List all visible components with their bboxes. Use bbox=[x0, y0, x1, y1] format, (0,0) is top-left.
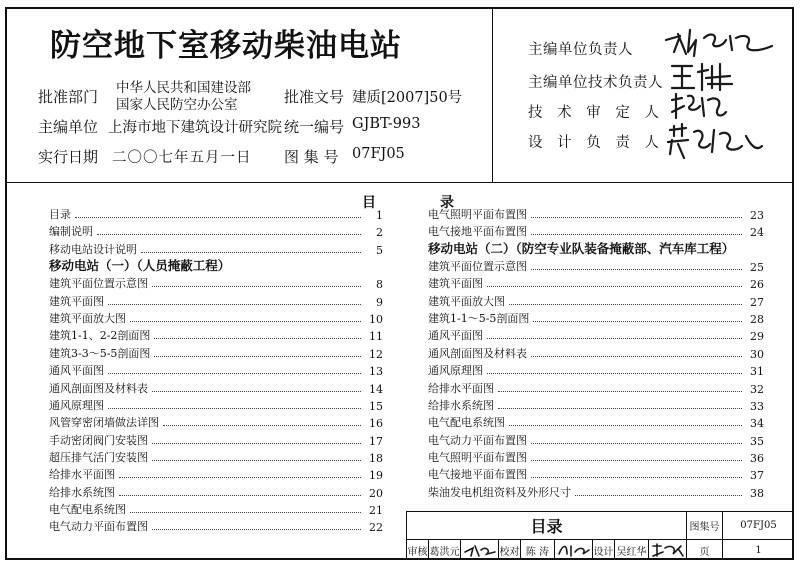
left-entry bbox=[49, 483, 383, 500]
leader-dots bbox=[509, 304, 742, 305]
left-entry-title: 电气动力平面布置图 bbox=[49, 520, 148, 534]
left-entry-page: 2 bbox=[376, 226, 383, 240]
leader-dots bbox=[509, 425, 742, 426]
right-entry-title: 电气照明平面布置图 bbox=[428, 450, 527, 464]
left-entry-title: 手动密闭阀门安装图 bbox=[49, 433, 148, 447]
left-entry bbox=[49, 448, 383, 465]
code: GJBT-993 bbox=[352, 116, 421, 132]
right-entry bbox=[428, 326, 764, 343]
right-entry-page: 29 bbox=[750, 330, 764, 344]
left-entry bbox=[49, 431, 383, 448]
right-entry-page: 35 bbox=[750, 434, 764, 448]
left-entry-title: 电气配电系统图 bbox=[49, 502, 126, 516]
title-block-review-label: 审核 bbox=[407, 540, 429, 560]
left-entry-page: 20 bbox=[369, 486, 383, 500]
left-entry bbox=[49, 309, 383, 326]
title-block-checker: 陈 涛 bbox=[521, 540, 555, 560]
right-entry bbox=[428, 431, 764, 448]
atlas-no: 07FJ05 bbox=[352, 146, 405, 162]
right-entry-title: 电气接地平面布置图 bbox=[428, 225, 527, 239]
right-entry bbox=[428, 379, 764, 396]
right-entry-page: 26 bbox=[750, 278, 764, 292]
leader-dots bbox=[154, 338, 361, 339]
left-entry-page: 13 bbox=[369, 365, 383, 379]
leader-dots bbox=[152, 286, 361, 287]
right-entry bbox=[428, 465, 764, 482]
right-entry-title: 建筑平面放大图 bbox=[428, 294, 505, 308]
leader-dots bbox=[154, 356, 361, 357]
right-entry bbox=[428, 396, 764, 413]
title-block bbox=[406, 511, 794, 560]
leader-dots bbox=[531, 443, 742, 444]
right-entry-title: 柴油发电机组资料及外形尺寸 bbox=[428, 485, 571, 499]
leader-dots bbox=[575, 495, 742, 496]
left-entry-page: 21 bbox=[369, 503, 383, 517]
right-entry-title: 电气接地平面布置图 bbox=[428, 468, 527, 482]
leader-dots bbox=[152, 460, 361, 461]
left-entry-title: 风管穿密闭墙做法详图 bbox=[49, 416, 159, 430]
left-entry-title: 建筑1-1、2-2剖面图 bbox=[49, 329, 151, 343]
left-entry bbox=[49, 205, 383, 222]
leader-dots bbox=[533, 321, 742, 322]
left-entry bbox=[49, 379, 383, 396]
leader-dots bbox=[97, 234, 361, 235]
right-entry bbox=[428, 413, 764, 430]
left-entry-page: 5 bbox=[376, 243, 383, 257]
title-block-reviewer-signature bbox=[461, 540, 499, 560]
leader-dots bbox=[163, 425, 361, 426]
right-entry-page: 38 bbox=[750, 486, 764, 500]
sig-label-tech-reviewer: 技 术 审 定 人 bbox=[528, 105, 664, 121]
left-entry-page: 8 bbox=[376, 278, 383, 292]
leader-dots bbox=[108, 408, 361, 409]
right-entry bbox=[428, 222, 764, 239]
left-entry bbox=[49, 413, 383, 430]
approval-doc-label: 批准文号 bbox=[284, 88, 345, 106]
title-block-page-label: 页 bbox=[687, 540, 723, 560]
right-entry-page: 37 bbox=[750, 469, 764, 483]
title-block-checker-signature bbox=[555, 540, 593, 560]
signature-design-lead bbox=[664, 122, 764, 162]
right-entry-title: 电气配电系统图 bbox=[428, 416, 505, 430]
left-entry-title: 移动电站设计说明 bbox=[49, 242, 137, 256]
left-entry-title: 通风剖面图及材料表 bbox=[49, 381, 148, 395]
toc-heading-left: 目 bbox=[362, 195, 376, 211]
leader-dots bbox=[531, 477, 742, 478]
title-block-reviewer: 葛洪元 bbox=[429, 540, 461, 560]
right-entry bbox=[428, 205, 764, 222]
leader-dots bbox=[531, 269, 742, 270]
date-label: 实行日期 bbox=[38, 148, 99, 166]
left-entry-page: 18 bbox=[369, 451, 383, 465]
approval-dept-1: 中华人民共和国建设部 bbox=[116, 80, 251, 96]
left-entry-title: 超压排气活门安装图 bbox=[49, 450, 148, 464]
left-entry bbox=[49, 274, 383, 291]
right-entry-page: 24 bbox=[750, 226, 764, 240]
editor-unit: 上海市地下建筑设计研究院 bbox=[108, 120, 282, 136]
right-entry-page: 25 bbox=[750, 261, 764, 275]
leader-dots bbox=[130, 321, 361, 322]
leader-dots bbox=[531, 234, 742, 235]
right-entry bbox=[428, 292, 764, 309]
right-entry-page: 30 bbox=[750, 347, 764, 361]
left-entry-title: 建筑平面放大图 bbox=[49, 312, 126, 326]
title-block-page: 1 bbox=[755, 544, 762, 556]
left-entry bbox=[49, 326, 383, 343]
leader-dots bbox=[119, 477, 361, 478]
right-entry-page: 33 bbox=[750, 399, 764, 413]
right-entry-title: 建筑平面图 bbox=[428, 277, 483, 291]
left-section-heading bbox=[49, 257, 383, 274]
approval-dept-label: 批准部门 bbox=[38, 88, 99, 106]
right-entry-title: 通风剖面图及材料表 bbox=[428, 346, 527, 360]
toc-heading-right: 录 bbox=[440, 195, 454, 211]
right-section-heading bbox=[428, 240, 764, 257]
left-entry bbox=[49, 396, 383, 413]
leader-dots bbox=[119, 495, 361, 496]
left-entry-page: 11 bbox=[369, 330, 383, 344]
right-entry-page: 23 bbox=[750, 209, 764, 222]
left-entry bbox=[49, 465, 383, 482]
right-entry-page: 31 bbox=[750, 365, 764, 379]
right-entry bbox=[428, 309, 764, 326]
right-entry-page: 36 bbox=[750, 451, 764, 465]
left-entry bbox=[49, 292, 383, 309]
leader-dots bbox=[531, 217, 742, 218]
right-entry bbox=[428, 448, 764, 465]
leader-dots bbox=[487, 286, 742, 287]
sig-label-chief-editor: 主编单位负责人 bbox=[528, 42, 633, 58]
left-entry-title: 移动电站（一）（人员掩蔽工程） bbox=[49, 258, 231, 274]
right-entry-page: 27 bbox=[750, 295, 764, 309]
right-entry-title: 电气照明平面布置图 bbox=[428, 208, 527, 221]
left-entry-title: 给排水平面图 bbox=[49, 468, 115, 482]
right-entry bbox=[428, 344, 764, 361]
leader-dots bbox=[498, 391, 742, 392]
title-block-check-label: 校对 bbox=[499, 540, 521, 560]
atlas-no-label: 图 集 号 bbox=[284, 148, 339, 166]
left-entry bbox=[49, 240, 383, 257]
signature-chief-editor bbox=[660, 22, 780, 62]
left-entry-page: 15 bbox=[369, 399, 383, 413]
left-entry bbox=[49, 222, 383, 239]
left-entry-page: 1 bbox=[376, 209, 383, 222]
left-entry-title: 通风原理图 bbox=[49, 398, 104, 412]
leader-dots bbox=[487, 338, 742, 339]
date: 二〇〇七年五月一日 bbox=[112, 150, 252, 166]
left-entry-title: 建筑3-3～5-5剖面图 bbox=[49, 346, 151, 360]
left-entry bbox=[49, 517, 383, 534]
leader-dots bbox=[152, 529, 361, 530]
left-entry-page: 22 bbox=[369, 521, 383, 535]
sig-label-tech-chief: 主编单位技术负责人 bbox=[528, 75, 663, 91]
leader-dots bbox=[108, 304, 361, 305]
right-entry bbox=[428, 361, 764, 378]
right-entry-title: 通风原理图 bbox=[428, 364, 483, 378]
header-vertical-divider bbox=[492, 7, 493, 183]
left-entry-title: 编制说明 bbox=[49, 225, 93, 239]
approval-dept-2: 国家人民防空办公室 bbox=[116, 97, 238, 113]
left-entry bbox=[49, 344, 383, 361]
right-entry-title: 建筑1-1～5-5剖面图 bbox=[428, 312, 530, 326]
left-entry-page: 10 bbox=[369, 313, 383, 327]
right-entry bbox=[428, 274, 764, 291]
leader-dots bbox=[531, 460, 742, 461]
leader-dots bbox=[152, 443, 361, 444]
title-block-atlas-no-label: 图集号 bbox=[687, 512, 723, 540]
leader-dots bbox=[108, 373, 361, 374]
leader-dots bbox=[531, 356, 742, 357]
leader-dots bbox=[75, 217, 361, 218]
title-block-design-label: 设计 bbox=[593, 540, 615, 560]
left-entry bbox=[49, 361, 383, 378]
atlas-title: 防空地下室移动柴油电站 bbox=[50, 28, 402, 64]
signature-tech-reviewer bbox=[668, 90, 728, 124]
left-entry-title: 给排水系统图 bbox=[49, 485, 115, 499]
right-entry-title: 给排水系统图 bbox=[428, 398, 494, 412]
right-entry-page: 32 bbox=[750, 382, 764, 396]
signature-tech-chief bbox=[668, 58, 738, 94]
left-entry-page: 12 bbox=[369, 347, 383, 361]
title-block-sheet-title: 目录 bbox=[407, 512, 687, 540]
title-block-designer: 吴红华 bbox=[615, 540, 649, 560]
leader-dots bbox=[487, 373, 742, 374]
code-label: 统一编号 bbox=[284, 118, 345, 136]
sig-label-design-lead: 设 计 负 责 人 bbox=[528, 135, 664, 151]
left-entry-title: 目录 bbox=[49, 208, 71, 221]
right-entry bbox=[428, 257, 764, 274]
right-entry-title: 给排水平面图 bbox=[428, 381, 494, 395]
leader-dots bbox=[141, 252, 361, 253]
left-entry-page: 9 bbox=[376, 295, 383, 309]
title-block-atlas-no: 07FJ05 bbox=[723, 512, 794, 540]
right-entry-title: 通风平面图 bbox=[428, 329, 483, 343]
approval-doc: 建质[2007]50号 bbox=[352, 90, 463, 106]
right-entry-page: 34 bbox=[750, 417, 764, 431]
left-entry-page: 14 bbox=[369, 382, 383, 396]
left-entry-page: 16 bbox=[369, 417, 383, 431]
right-entry-title: 建筑平面位置示意图 bbox=[428, 260, 527, 274]
left-entry-page: 17 bbox=[369, 434, 383, 448]
right-entry-title: 电气动力平面布置图 bbox=[428, 433, 527, 447]
left-entry bbox=[49, 500, 383, 517]
title-block-designer-signature bbox=[649, 540, 687, 560]
left-entry-title: 建筑平面位置示意图 bbox=[49, 277, 148, 291]
right-entry-title: 移动电站（二）（防空专业队装备掩蔽部、汽车库工程） bbox=[428, 240, 735, 256]
right-entry bbox=[428, 483, 764, 500]
right-entry-page: 28 bbox=[750, 313, 764, 327]
left-entry-title: 通风平面图 bbox=[49, 364, 104, 378]
header-divider bbox=[5, 182, 794, 183]
leader-dots bbox=[498, 408, 742, 409]
left-entry-title: 建筑平面图 bbox=[49, 294, 104, 308]
leader-dots bbox=[130, 512, 361, 513]
left-entry-page: 19 bbox=[369, 469, 383, 483]
editor-unit-label: 主编单位 bbox=[38, 118, 99, 136]
leader-dots bbox=[152, 391, 361, 392]
